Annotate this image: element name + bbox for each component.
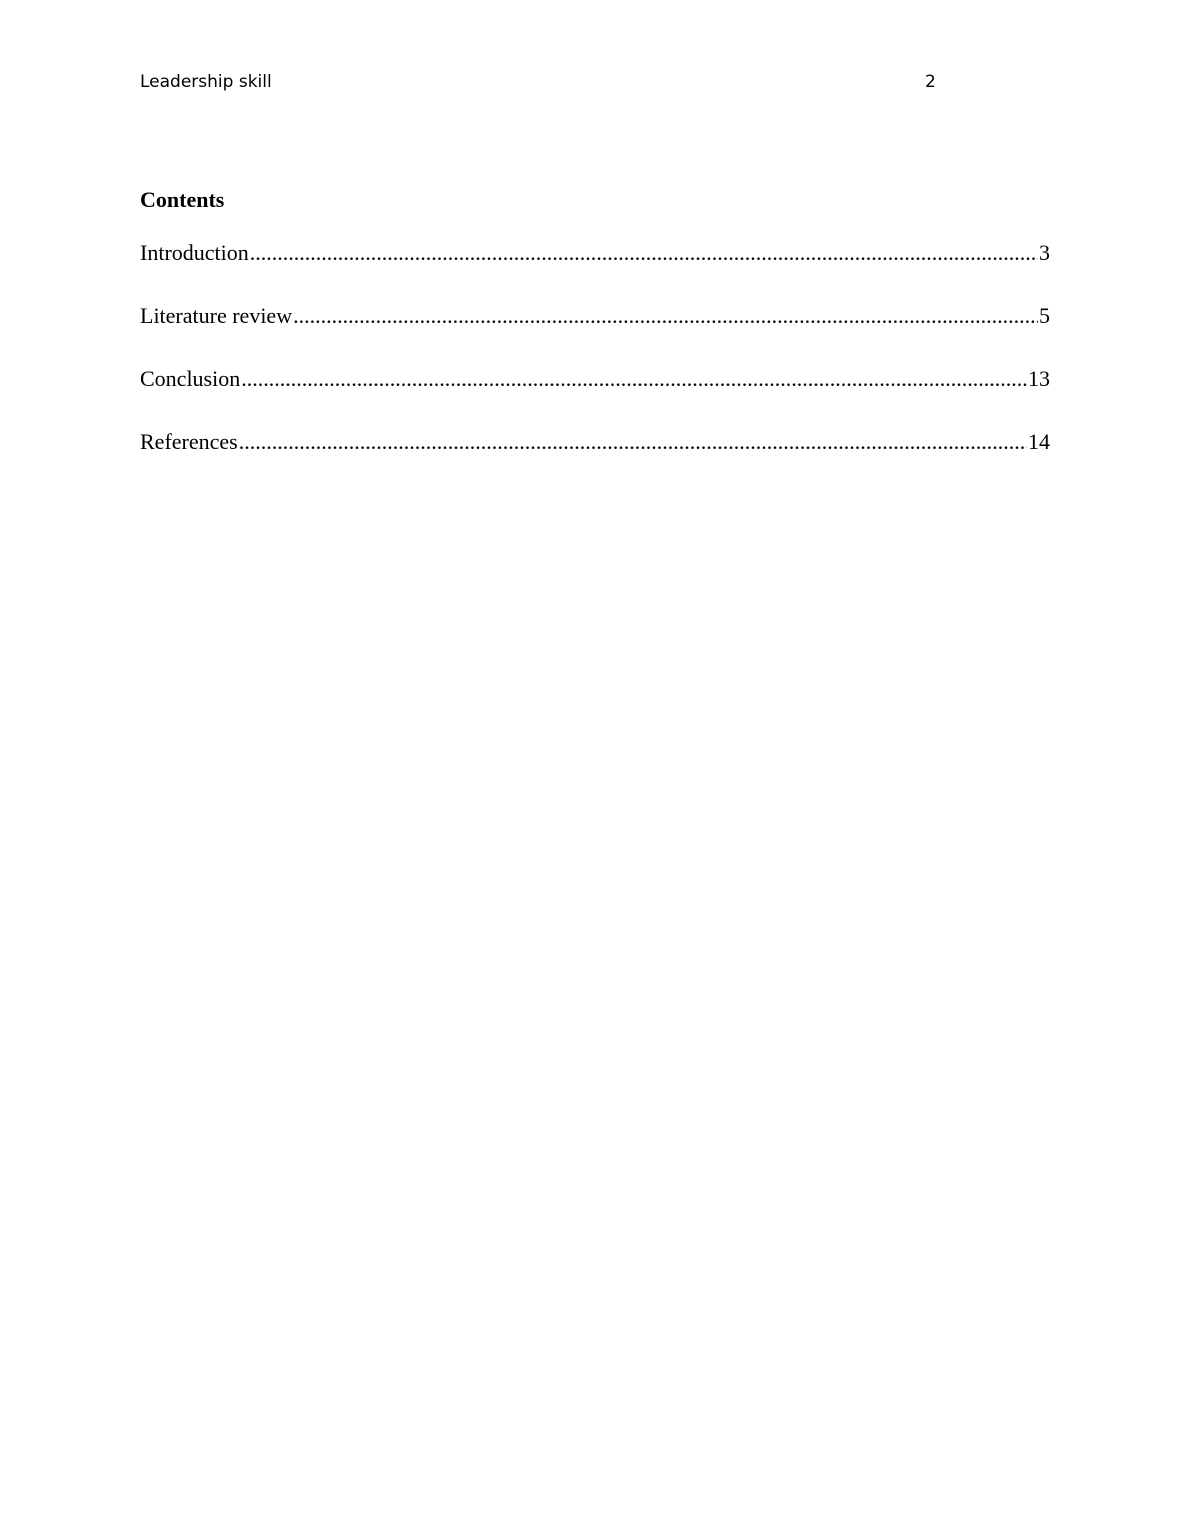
header-title: Leadership skill xyxy=(140,72,272,92)
toc-heading: Contents xyxy=(140,187,225,212)
header-page-number: 2 xyxy=(925,72,936,92)
toc-entry-literature-review[interactable] xyxy=(140,303,1050,331)
toc-entry-page: 14 xyxy=(1028,429,1050,454)
toc-entry-introduction[interactable] xyxy=(140,240,1050,268)
toc-entry-label: Literature review xyxy=(140,303,293,328)
toc-dot-leader xyxy=(239,429,1027,455)
toc-entry-conclusion[interactable] xyxy=(140,366,1050,394)
toc-entry-label: Conclusion xyxy=(140,366,241,391)
table-of-contents xyxy=(140,240,1050,492)
toc-dot-leader xyxy=(293,303,1038,329)
toc-entry-page: 13 xyxy=(1028,366,1050,391)
toc-entry-label: References xyxy=(140,429,238,454)
toc-entry-page: 5 xyxy=(1039,303,1050,328)
toc-dot-leader xyxy=(241,366,1027,392)
toc-entry-label: Introduction xyxy=(140,240,249,265)
page-header xyxy=(140,72,940,96)
toc-entry-page: 3 xyxy=(1039,240,1050,265)
toc-entry-references[interactable] xyxy=(140,429,1050,457)
toc-dot-leader xyxy=(250,240,1038,266)
